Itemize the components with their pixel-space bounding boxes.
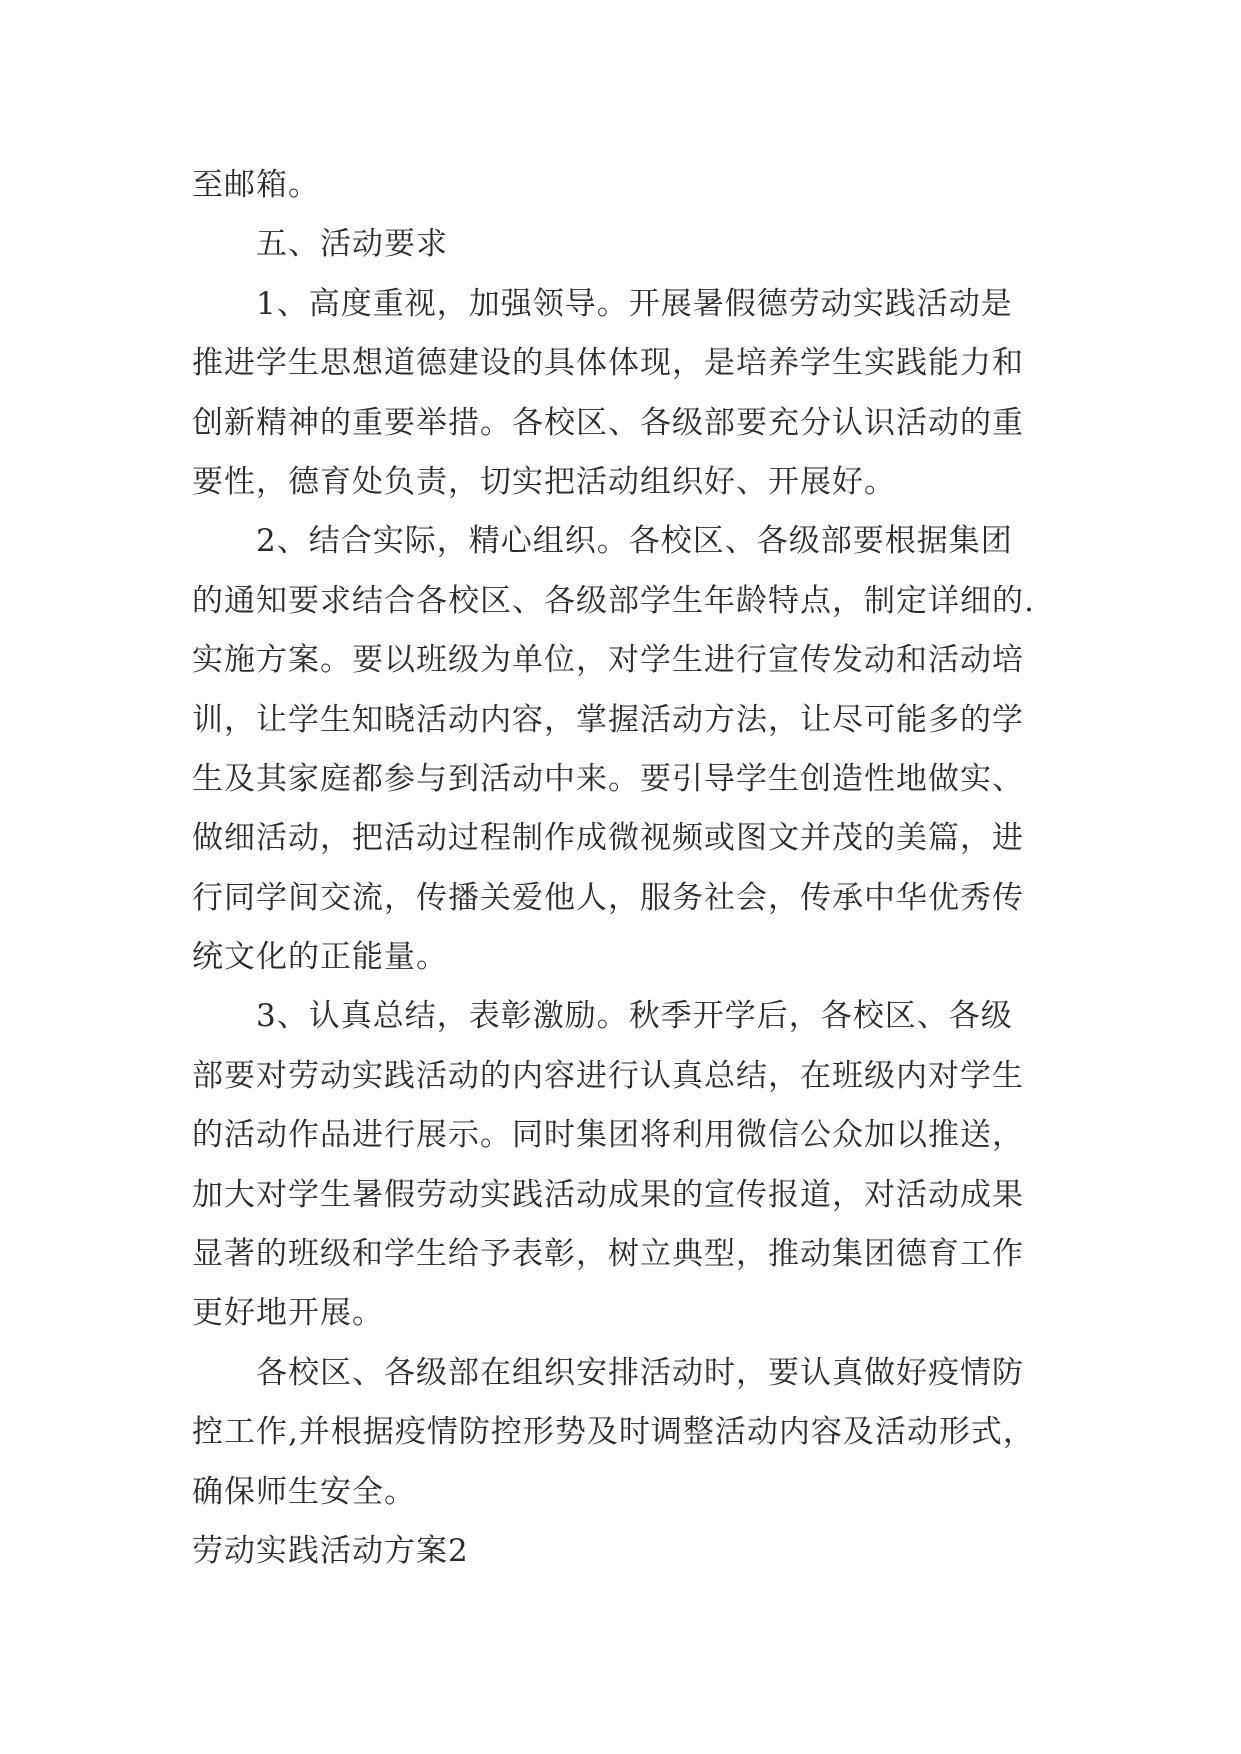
text-line: 确保师生安全。 (192, 1473, 416, 1510)
text-line: 加大对学生暑假劳动实践活动成果的宣传报道，对活动成果 (192, 1176, 1024, 1213)
text-line: 做细活动，把活动过程制作成微视频或图文并茂的美篇，进 (192, 820, 1024, 857)
text-line: 训，让学生知晓活动内容，掌握活动方法，让尽可能多的学 (192, 701, 1024, 738)
text-line: 1、高度重视，加强领导。开展暑假德劳动实践活动是 (192, 285, 1013, 322)
text-line: 至邮箱。 (192, 167, 320, 203)
section-heading: 五、活动要求 (192, 226, 448, 263)
text-line: 显著的班级和学生给予表彰，树立典型，推动集团德育工作 (192, 1236, 1024, 1273)
text-line: 3、认真总结，表彰激励。秋季开学后，各校区、各级 (192, 998, 1013, 1035)
text-line: 部要对劳动实践活动的内容进行认真总结，在班级内对学生 (192, 1057, 1024, 1094)
text-line: 实施方案。要以班级为单位，对学生进行宣传发动和活动培 (192, 642, 1024, 679)
text-line: 2、结合实际，精心组织。各校区、各级部要根据集团 (192, 523, 1013, 560)
document-body (192, 156, 1072, 1581)
text-line: 各校区、各级部在组织安排活动时，要认真做好疫情防 (192, 1354, 1024, 1391)
text-line: 的活动作品进行展示。同时集团将利用微信公众加以推送， (192, 1117, 1024, 1154)
text-line: 生及其家庭都参与到活动中来。要引导学生创造性地做实、 (192, 760, 1024, 797)
text-line: 要性，德育处负责，切实把活动组织好、开展好。 (192, 463, 896, 500)
document-title: 劳动实践活动方案2 (192, 1532, 469, 1569)
text-line: 控工作,并根据疫情防控形势及时调整活动内容及活动形式， (192, 1414, 1035, 1451)
text-line: 行同学间交流，传播关爱他人，服务社会，传承中华优秀传 (192, 879, 1024, 916)
text-line: 推进学生思想道德建设的具体体现，是培养学生实践能力和 (192, 345, 1024, 382)
text-line: 统文化的正能量。 (192, 939, 448, 976)
text-line: 的通知要求结合各校区、各级部学生年龄特点，制定详细的. (192, 582, 1035, 619)
text-line: 更好地开展。 (192, 1295, 384, 1332)
text-line: 创新精神的重要举措。各校区、各级部要充分认识活动的重 (192, 404, 1024, 441)
